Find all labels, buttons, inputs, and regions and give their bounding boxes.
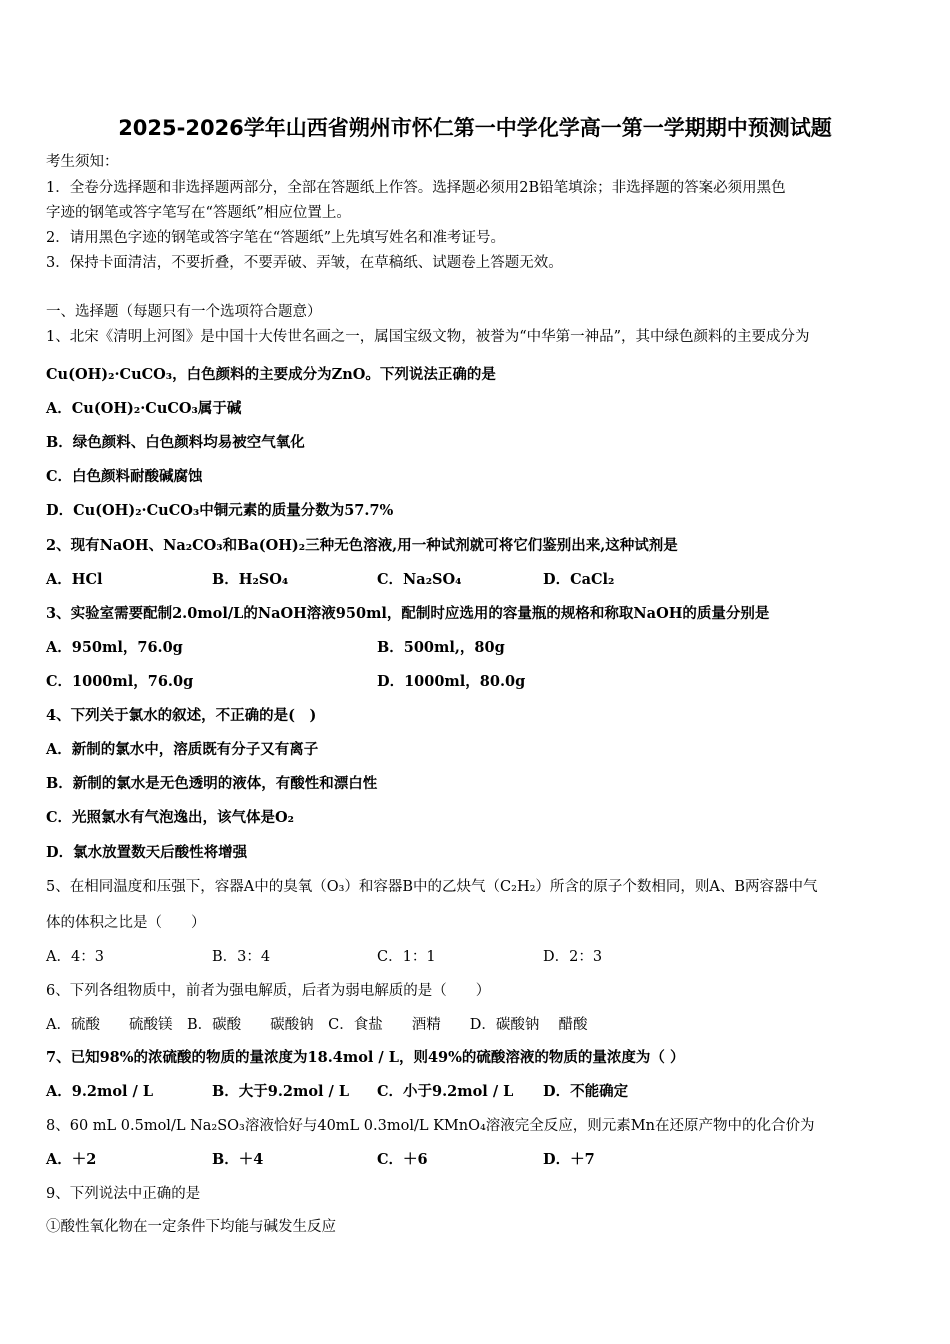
- question-4-stem: 4、下列关于氯水的叙述，不正确的是( ): [46, 707, 317, 724]
- question-4-option-b: B．新制的氯水是无色透明的液体，有酸性和漂白性: [46, 775, 378, 792]
- question-5-option-d: D．2：3: [543, 949, 603, 965]
- notice-item: 2．请用黑色字迹的钢笔或答字笔在“答题纸”上先填写姓名和准考证号。: [46, 230, 506, 246]
- question-3-option-b: B．500ml,，80g: [377, 639, 505, 656]
- question-8-option-b: B．＋4: [212, 1151, 264, 1168]
- question-8-stem: 8、60 mL 0.5mol/L Na₂SO₃溶液恰好与40mL 0.3mol/L KMnO₄溶液完全反应，则元素Mn在还原产物中的化合价为: [46, 1118, 815, 1134]
- page-title: 2025-2026学年山西省朔州市怀仁第一中学化学高一第一学期期中预测试题: [118, 116, 832, 140]
- question-4-option-a: A．新制的氯水中，溶质既有分子又有离子: [46, 741, 319, 758]
- notice-item: 字迹的钢笔或答字笔写在“答题纸”相应位置上。: [46, 205, 351, 221]
- notice-heading: 考生须知：: [46, 154, 119, 170]
- question-8-option-c: C．＋6: [377, 1151, 428, 1168]
- question-6-stem: 6、下列各组物质中，前者为强电解质，后者为弱电解质的是（ ）: [46, 983, 491, 999]
- question-6-options: A．硫酸 硫酸镁 B．碳酸 碳酸钠 C．食盐 酒精 D．碳酸钠 醋酸: [46, 1017, 588, 1033]
- notice-item: 3．保持卡面清洁，不要折叠，不要弄破、弄皱，在草稿纸、试题卷上答题无效。: [46, 255, 563, 271]
- question-2-option-a: A．HCl: [46, 571, 103, 588]
- question-8-option-d: D．＋7: [543, 1151, 595, 1168]
- question-1-option-c: C．白色颜料耐酸碱腐蚀: [46, 468, 203, 485]
- question-5-stem: 5、在相同温度和压强下，容器A中的臭氧（O₃）和容器B中的乙炔气（C₂H₂）所含的原子个数相同，则A、B两容器中气: [46, 879, 818, 895]
- question-2-option-b: B．H₂SO₄: [212, 571, 289, 588]
- question-9-item-1: ①酸性氧化物在一定条件下均能与碱发生反应: [46, 1219, 336, 1235]
- question-2-option-c: C．Na₂SO₄: [377, 571, 462, 588]
- question-3-stem: 3、实验室需要配制2.0mol/L的NaOH溶液950ml，配制时应选用的容量瓶的规格和称取NaOH的质量分别是: [46, 605, 770, 622]
- section-heading: 一、选择题（每题只有一个选项符合题意）: [46, 304, 322, 320]
- question-5-option-b: B．3：4: [212, 949, 271, 965]
- question-1-option-b: B．绿色颜料、白色颜料均易被空气氧化: [46, 434, 305, 451]
- question-1-stem-cont: Cu(OH)₂·CuCO₃，白色颜料的主要成分为ZnO。下列说法正确的是: [46, 366, 496, 383]
- question-2-option-d: D．CaCl₂: [543, 571, 615, 588]
- question-9-stem: 9、下列说法中正确的是: [46, 1186, 201, 1202]
- question-7-option-c: C．小于9.2mol / L: [377, 1083, 514, 1100]
- question-4-option-d: D．氯水放置数天后酸性将增强: [46, 844, 248, 861]
- question-4-option-c: C．光照氯水有气泡逸出，该气体是O₂: [46, 809, 295, 826]
- question-3-option-c: C．1000ml，76.0g: [46, 673, 194, 690]
- notice-item: 1．全卷分选择题和非选择题两部分，全部在答题纸上作答。选择题必须用2B铅笔填涂；非选择题的答案必须用黑色: [46, 180, 786, 196]
- question-1-stem: 1、北宋《清明上河图》是中国十大传世名画之一，属国宝级文物，被誉为“中华第一神品”，其中绿色颜料的主要成分为: [46, 329, 810, 345]
- question-1-option-d: D．Cu(OH)₂·CuCO₃中铜元素的质量分数为57.7%: [46, 502, 394, 519]
- question-7-option-d: D．不能确定: [543, 1083, 629, 1100]
- question-3-option-d: D．1000ml，80.0g: [377, 673, 526, 690]
- question-7-stem: 7、已知98%的浓硫酸的物质的量浓度为18.4mol / L，则49%的硫酸溶液的物质的量浓度为（ ）: [46, 1049, 685, 1066]
- question-3-option-a: A．950ml，76.0g: [46, 639, 183, 656]
- question-8-option-a: A．＋2: [46, 1151, 97, 1168]
- question-7-option-a: A．9.2mol / L: [46, 1083, 154, 1100]
- question-5-stem-cont: 体的体积之比是（ ）: [46, 915, 206, 931]
- question-2-stem: 2、现有NaOH、Na₂CO₃和Ba(OH)₂三种无色溶液,用一种试剂就可将它们鉴别出来,这种试剂是: [46, 537, 678, 554]
- question-7-option-b: B．大于9.2mol / L: [212, 1083, 350, 1100]
- question-1-option-a: A．Cu(OH)₂·CuCO₃属于碱: [46, 400, 242, 417]
- question-5-option-a: A．4：3: [46, 949, 104, 965]
- question-5-option-c: C．1：1: [377, 949, 436, 965]
